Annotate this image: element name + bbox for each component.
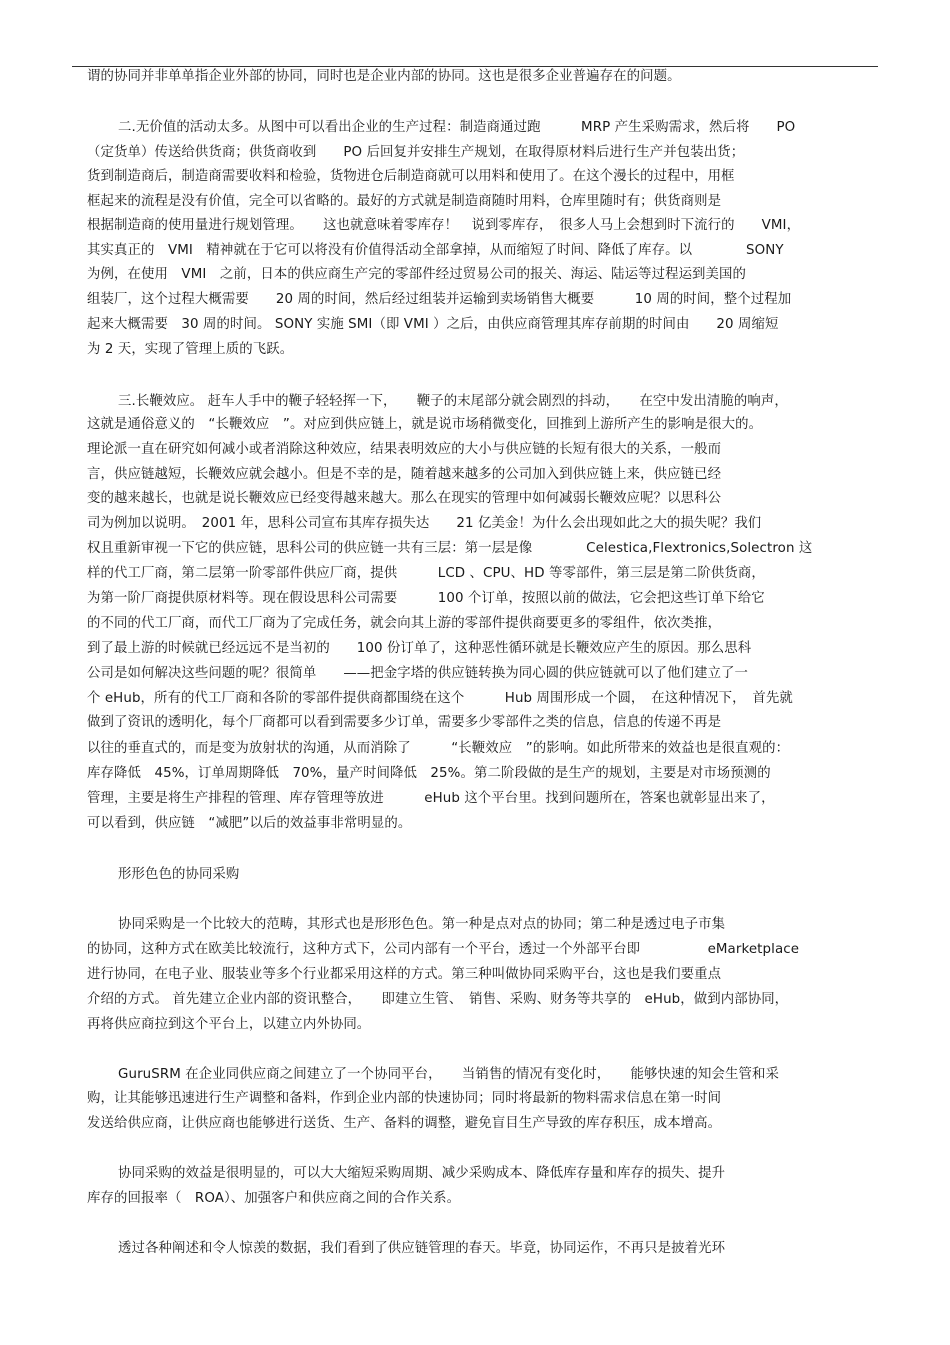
paragraph-line: 为 2 天，实现了管理上质的飞跃。 <box>87 342 294 357</box>
paragraph-line: 公司是如何解决这些问题的呢？很简单 ——把金字塔的供应链转换为同心圆的供应链就可以了他们建立了一 <box>87 666 749 681</box>
paragraph-line: 理论派一直在研究如何减小或者消除这种效应，结果表明效应的大小与供应链的长短有很大的关系，一般而 <box>87 442 722 457</box>
paragraph-line: 协同采购的效益是很明显的，可以大大缩短采购周期、减少采购成本、降低库存量和库存的损失、提升 <box>118 1166 726 1181</box>
paragraph-line: 的不同的代工厂商，而代工厂商为了完成任务，就会向其上游的零部件提供商要更多的零组件，依次类推， <box>87 616 722 631</box>
paragraph-line: 管理，主要是将生产排程的管理、库存管理等放进 eHub 这个平台里。找到问题所在，答案也就彰显出来了， <box>87 791 775 806</box>
paragraph-line: 购，让其能够迅速进行生产调整和备料，作到企业内部的快速协同；同时将最新的物料需求信息在第一时间 <box>87 1091 722 1106</box>
paragraph-line: GuruSRM 在企业同供应商之间建立了一个协同平台， 当销售的情况有变化时， 能够快速的知会生管和采 <box>118 1067 779 1082</box>
paragraph-line: 库存的回报率（ ROA）、加强客户和供应商之间的合作关系。 <box>87 1191 461 1206</box>
paragraph-line: 介绍的方式。 首先建立企业内部的资讯整合， 即建立生管、 销售、采购、财务等共享的 eHub，做到内部协同， <box>87 992 789 1007</box>
paragraph-line: 透过各种阐述和令人惊羡的数据，我们看到了供应链管理的春天。毕竟，协同运作，不再只是披着光环 <box>118 1241 726 1256</box>
paragraph-line: 进行协同，在电子业、服装业等多个行业都采用这样的方式。第三种叫做协同采购平台，这也是我们要重点 <box>87 967 722 982</box>
section-heading: 形形色色的协同采购 <box>118 867 240 882</box>
paragraph-line: 以往的垂直式的，而是变为放射状的沟通，从而消除了 “长鞭效应 ”的影响。如此所带来的效益也是很直观的： <box>87 741 790 756</box>
paragraph-line: 框起来的流程是没有价值，完全可以省略的。最好的方式就是制造商随时用料，仓库里随时有；供货商则是 <box>87 194 722 209</box>
paragraph-line: 权且重新审视一下它的供应链，思科公司的供应链一共有三层：第一层是像 Celestica,Flextronics,Solectron 这 <box>87 541 813 556</box>
paragraph-line: 个 eHub，所有的代工厂商和各阶的零部件提供商都围绕在这个 Hub 周围形成一个圆， 在这种情况下， 首先就 <box>87 691 793 706</box>
paragraph-line: 变的越来越长，也就是说长鞭效应已经变得越来越大。那么在现实的管理中如何减弱长鞭效应呢？以思科公 <box>87 491 722 506</box>
paragraph-line: 二.无价值的活动太多。从图中可以看出企业的生产过程：制造商通过跑 MRP 产生采购需求，然后将 PO <box>118 120 796 135</box>
paragraph-line: 货到制造商后，制造商需要收料和检验，货物进仓后制造商就可以用料和使用了。在这个漫长的过程中，用框 <box>87 169 735 184</box>
paragraph-line: 起来大概需要 30 周的时间。 SONY 实施 SMI（即 VMI ）之后，由供应商管理其库存前期的时间由 20 周缩短 <box>87 317 779 332</box>
paragraph-line: 做到了资讯的透明化，每个厂商都可以看到需要多少订单，需要多少零部件之类的信息，信息的传递不再是 <box>87 715 722 730</box>
paragraph-line: 谓的协同并非单单指企业外部的协同，同时也是企业内部的协同。这也是很多企业普遍存在的问题。 <box>87 69 681 84</box>
paragraph-line: 协同采购是一个比较大的范畴，其形式也是形形色色。第一种是点对点的协同；第二种是透过电子市集 <box>118 917 726 932</box>
paragraph-line: 发送给供应商，让供应商也能够进行送货、生产、备料的调整，避免盲目生产导致的库存积压，成本增高。 <box>87 1116 722 1131</box>
header-rule <box>72 66 878 67</box>
paragraph-line: 可以看到，供应链 “减肥”以后的效益事非常明显的。 <box>87 816 412 831</box>
paragraph-line: 其实真正的 VMI 精神就在于它可以将没有价值得活动全部拿掉，从而缩短了时间、降低了库存。以 SONY <box>87 243 784 258</box>
paragraph-line: 库存降低 45%，订单周期降低 70%，量产时间降低 25%。第二阶段做的是生产的规划，主要是对市场预测的 <box>87 766 771 781</box>
paragraph-line: 组装厂，这个过程大概需要 20 周的时间，然后经过组装并运输到卖场销售大概要 10 周的时间，整个过程加 <box>87 292 792 307</box>
paragraph-line: 为第一阶厂商提供原材料等。现在假设思科公司需要 100 个订单，按照以前的做法，它会把这些订单下给它 <box>87 591 765 606</box>
paragraph-line: 这就是通俗意义的 “长鞭效应 ”。对应到供应链上，就是说市场稍微变化，回推到上游所产生的影响是很大的。 <box>87 417 763 432</box>
paragraph-line: 司为例加以说明。 2001 年，思科公司宣布其库存损失达 21 亿美金！为什么会出现如此之大的损失呢？我们 <box>87 516 762 531</box>
paragraph-line: 的协同，这种方式在欧美比较流行，这种方式下，公司内部有一个平台，透过一个外部平台即 eMarketplace <box>87 942 800 957</box>
paragraph-line: 到了最上游的时候就已经远远不是当初的 100 份订单了，这种恶性循环就是长鞭效应产生的原因。那么思科 <box>87 641 752 656</box>
paragraph-line: 为例，在使用 VMI 之前，日本的供应商生产完的零部件经过贸易公司的报关、海运、陆运等过程运到美国的 <box>87 267 747 282</box>
paragraph-line: （定货单）传送给供货商；供货商收到 PO 后回复并安排生产规划，在取得原材料后进行生产并包装出货； <box>87 145 745 160</box>
paragraph-line: 再将供应商拉到这个平台上，以建立内外协同。 <box>87 1017 371 1032</box>
paragraph-line: 根据制造商的使用量进行规划管理。 这也就意味着零库存！ 说到零库存， 很多人马上会想到时下流行的 VMI， <box>87 218 801 233</box>
paragraph-line: 言，供应链越短，长鞭效应就会越小。但是不幸的是，随着越来越多的公司加入到供应链上来，供应链已经 <box>87 467 722 482</box>
paragraph-line: 三.长鞭效应。 赶车人手中的鞭子轻轻挥一下， 鞭子的末尾部分就会剧烈的抖动， 在空中发出清脆的响声， <box>118 394 788 409</box>
paragraph-line: 样的代工厂商，第二层第一阶零部件供应厂商，提供 LCD 、CPU、HD 等零部件，第三层是第二阶供货商， <box>87 566 765 581</box>
